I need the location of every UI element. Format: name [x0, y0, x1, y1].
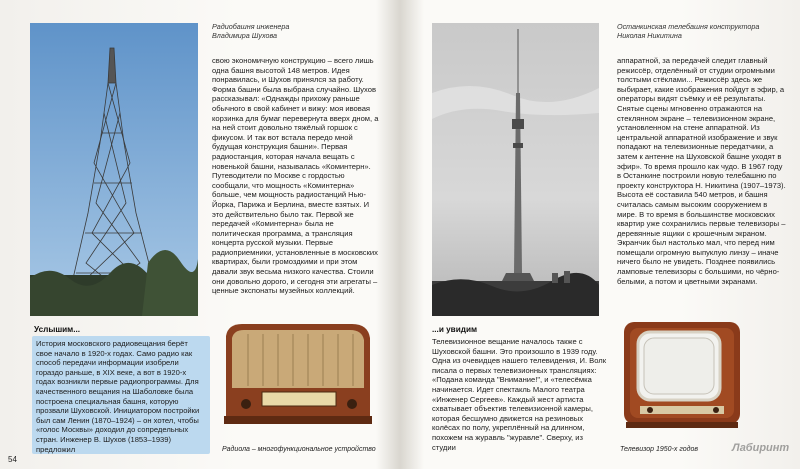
left-photo-caption-line2: Владимира Шухова — [212, 31, 278, 40]
left-section-heading: Услышим... — [34, 325, 81, 334]
ostankino-tower-photo — [432, 23, 599, 316]
shukhov-tower-illustration — [30, 23, 198, 316]
right-column-text: аппаратной, за передачей следит главный режиссёр, отделённый от студии огромными толстыми стёклами... Режиссёр здесь же выбирает, какие изображения пойдут в эфир, а операторы видят съёмку и её результаты. Снятые сцены мгновенно отражаются на стеклянном экране – телевизионном экране, установленном на стене аппаратной. Из центральной аппаратной изображение и звук попадают на телевизионные передатчики, а затем к антенне на Шуховской башне уходят в эфир». То время прошло как чудо. В 1967 году в Останкине построили новую телебашню по проекту конструктора Н. Никитина (1907–1973). Высота её составила 540 метров, и башня считалась самым высоким сооружением в мире. В то время в большинстве московских квартир уже сохранились первые телевизоры – деревянные ящики с крошечным экраном. Экранчик был настолько мал, что перед ним помещали огромную выпуклую линзу – иначе ничего было не увидеть. Позднее появились ламповые телевизоры с большими, но чёрно-белыми, а потом и цветными экранами. — [617, 56, 786, 286]
left-page — [0, 0, 398, 469]
radiola-caption: Радиола – многофункциональное устройство — [222, 446, 376, 453]
right-page — [402, 0, 800, 469]
labirint-watermark: Лабиринт — [732, 442, 790, 454]
radiola-image — [218, 318, 378, 428]
left-photo-caption-line1: Радиобашня инженера — [212, 22, 290, 31]
tv-caption: Телевизор 1950-х годов — [620, 446, 699, 453]
television-illustration — [620, 318, 750, 433]
left-photo-caption — [212, 22, 289, 40]
right-section-heading: ...и увидим — [432, 325, 478, 334]
right-section-text: Телевизионное вещание началось также с Шуховской башни. Это произошло в 1939 году. Одна из очевидцев нашего телевидения, И. Волк писала о первых телевизионных трансляциях: «Подана команда "Внимание!", и «телесёмка начинается. Идет спектакль Малого театра «Инженер Сергеев». Каждый жест артиста схватывает объектив телевизионной камеры, которая бесшумно движется на резиновых колёсах по полу, укреплённый на длинном, похожем на журавль "журавле". Сверху, из студии — [432, 337, 607, 452]
radiola-illustration — [218, 318, 378, 428]
shukhov-tower-photo — [30, 23, 198, 316]
right-photo-caption-line1: Останкинская телебашня конструктора — [617, 22, 760, 31]
television-image — [620, 318, 750, 433]
left-section-box — [32, 336, 210, 454]
left-section-text: История московского радиовещания берёт свое начало в 1920-х годах. Само радио как способ передачи информации изобрели гораздо раньше, в XIX веке, а вот в 1920-х годах возникли первые радиопрограммы. Для качественного вещания на Шаболовке была построена специальная башня, которую прозвали Шуховской. Инициатором постройки был сам Ленин (1870–1924) – он хотел, чтобы «голос Москвы» доходил до сопредельных стран. Инженер В. Шухов (1853–1939) предложил — [36, 339, 200, 454]
right-photo-caption-line2: Николая Никитина — [617, 31, 682, 40]
ostankino-tower-illustration — [432, 23, 599, 316]
left-column-text: свою экономичную конструкцию – всего лишь одна башня высотой 148 метров. Идея понравилась, и Шухов принялся за работу. Форма башни была выбрана случайно. Шухов рассказывал: «Однажды прихожу раньше обычного в свой кабинет и вижу: моя ивовая корзинка для бумаг перевернута вверх дном, а на ней стоит довольно тяжёлый горшок с фикусом. И так вот встала передо мной будущая конструкция башни». Первая радиостанция, которая начала вещать с новенькой башни, называлась «Коминтерн». Путеводители по Москве с гордостью сообщали, что мощность «Коминтерна» больше, чем мощность радиостанций Нью-Йорка, Парижа и Берлина, вместе взятых. И это действительно было так. Первой же передачей «Коминтерна» была не политическая программа, а трансляция концерта русской музыки. Первые радиоприемники, установленные в московских квартирах, были громоздкими и при этом давали звук весьма низкого качества. Стоили они довольно дорого, и сегодня эти агрегаты – ценные экспонаты музейных коллекций. — [212, 56, 379, 296]
right-photo-caption — [617, 22, 759, 40]
left-page-number: 54 — [8, 455, 17, 464]
